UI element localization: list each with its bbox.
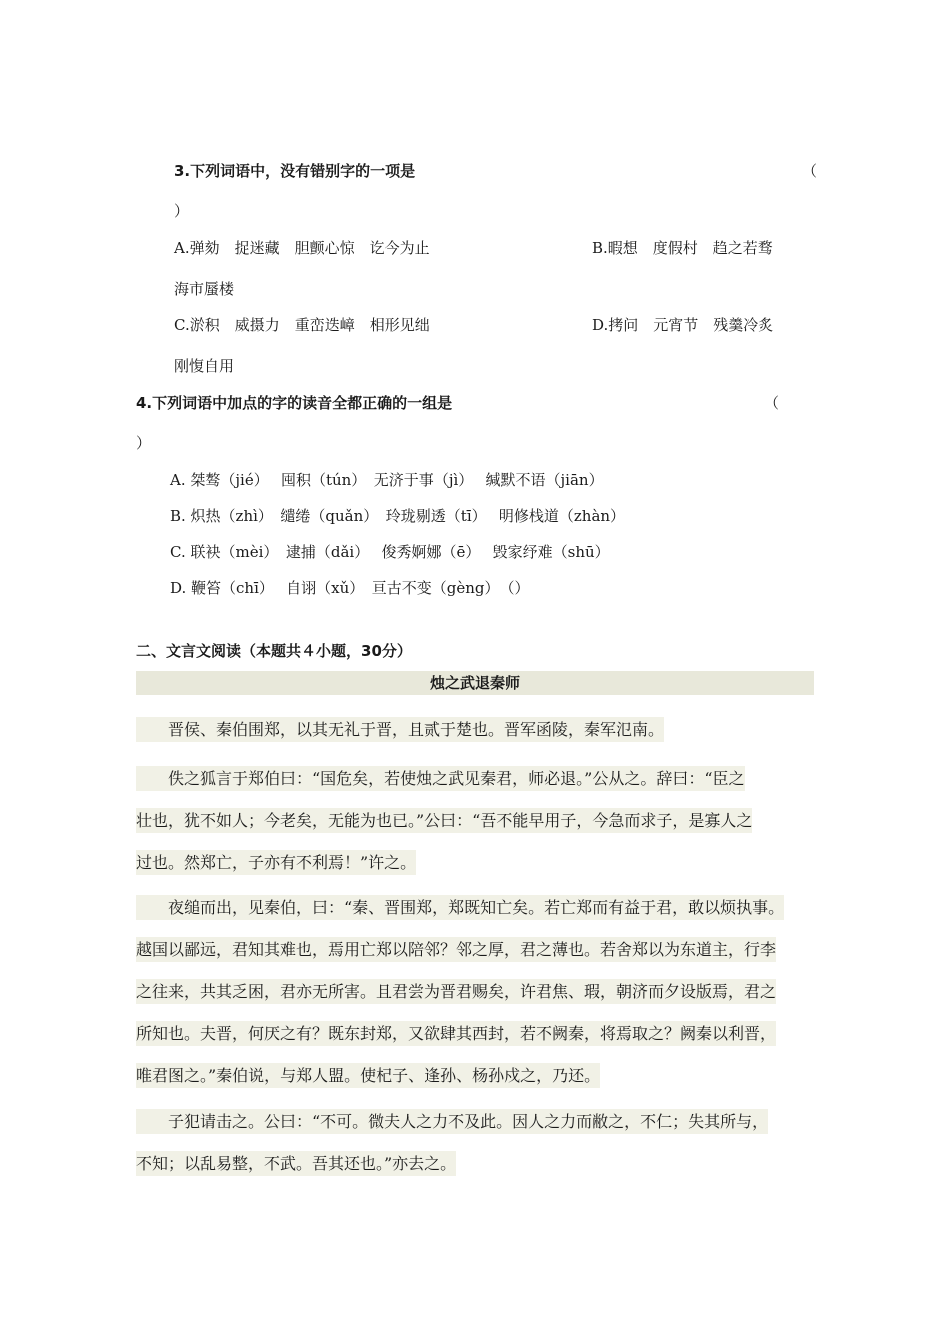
section-heading: 二、文言文阅读（本题共４小题，30分） [136,642,412,660]
q4-paren-close: ） [136,434,152,452]
q3-option-b-cont: 海市蜃楼 [174,280,235,298]
q3-paren-open: （ [802,162,818,180]
passage-line: 不知；以乱易整，不武。吾其还也。”亦去之。 [136,1143,826,1185]
passage-line: 所知也。夫晋，何厌之有？既东封郑，又欲肆其西封，若不阙秦，将焉取之？阙秦以利晋， [136,1013,826,1055]
q3-option-b: B.暇想 度假村 趋之若骛 [592,239,773,257]
passage-paragraph-3 [136,887,826,1097]
passage-paragraph-2 [136,758,826,884]
q3-option-d: D.拷问 元宵节 残羹冷炙 [592,316,774,334]
q4-option-b: B. 炽热（zhì） 缱绻（quǎn） 玲珑剔透（tī） 明修栈道（zhàn） [170,507,626,525]
passage-title: 烛之武退秦师 [136,671,814,695]
passage-paragraph-1 [136,709,826,751]
q4-stem: 4.下列词语中加点的字的读音全都正确的一组是 [136,394,453,412]
passage-line: 之往来，共其乏困，君亦无所害。且君尝为晋君赐矣，许君焦、瑕，朝济而夕设版焉，君之 [136,971,826,1013]
passage-paragraph-4 [136,1101,826,1185]
q3-stem: 3.下列词语中，没有错别字的一项是 [174,162,416,180]
passage-line: 晋侯、秦伯围郑，以其无礼于晋，且贰于楚也。晋军函陵，秦军氾南。 [136,709,826,751]
passage-line: 夜缒而出，见秦伯，曰：“秦、晋围郑，郑既知亡矣。若亡郑而有益于君，敢以烦执事。 [136,887,826,929]
passage-line: 过也。然郑亡，子亦有不利焉！”许之。 [136,842,826,884]
q3-option-a: A.弹劾 捉迷藏 胆颤心惊 讫今为止 [174,239,430,257]
passage-line: 壮也，犹不如人；今老矣，无能为也已。”公曰：“吾不能早用子，今急而求子，是寡人之 [136,800,826,842]
passage-line: 唯君图之。”秦伯说，与郑人盟。使杞子、逢孙、杨孙戍之，乃还。 [136,1055,826,1097]
passage-line: 佚之狐言于郑伯曰：“国危矣，若使烛之武见秦君，师必退。”公从之。辞曰：“臣之 [136,758,826,800]
q4-paren-open: （ [764,394,780,412]
passage-line: 越国以鄙远，君知其难也，焉用亡郑以陪邻？邻之厚，君之薄也。若舍郑以为东道主，行李 [136,929,826,971]
q4-option-d: D. 鞭笞（chī） 自诩（xǔ） 亘古不变（gèng） （） [170,579,530,597]
q3-option-d-cont: 刚愎自用 [174,357,235,375]
q3-paren-close: ） [174,202,190,220]
passage-line: 子犯请击之。公曰：“不可。微夫人之力不及此。因人之力而敝之，不仁；失其所与， [136,1101,826,1143]
q4-option-a: A. 桀骜（jié） 囤积（tún） 无济于事（jì） 缄默不语（jiān） [170,471,604,489]
q4-option-c: C. 联袂（mèi） 逮捕（dǎi） 俊秀婀娜（ē） 毁家纾难（shū） [170,543,610,561]
q3-option-c: C.淤积 威摄力 重峦迭嶂 相形见绌 [174,316,430,334]
